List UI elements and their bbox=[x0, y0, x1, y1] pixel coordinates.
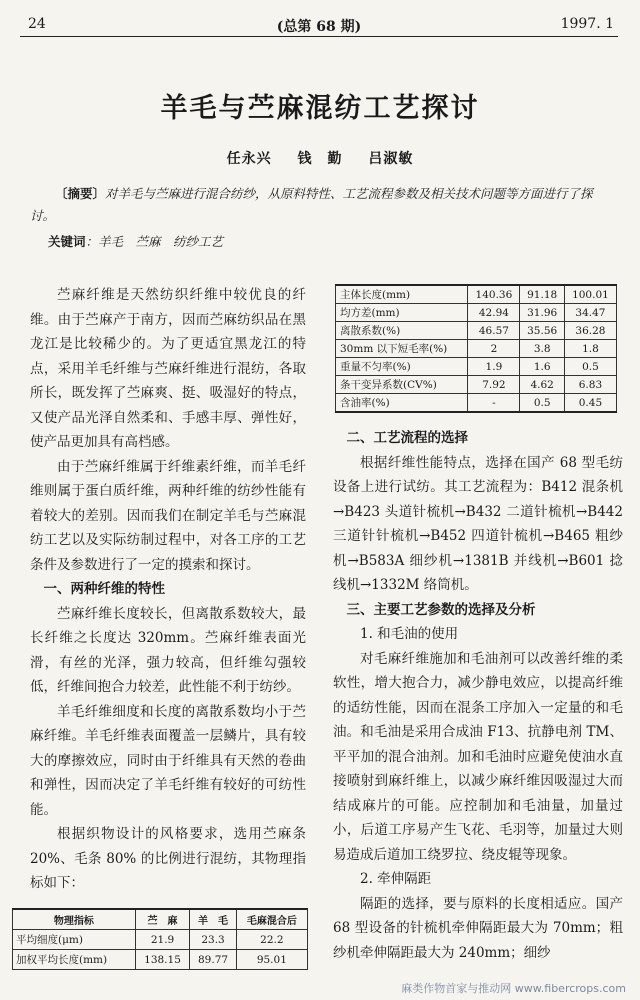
paragraph: 苎麻纤维长度较长，但离散系数较大，最长纤维之长度达 320mm。苎麻纤维表面光滑，有丝的光泽，强力较高，但纤维勾强较低，纤维间抱合力较差，此性能不利于纺纱。 bbox=[30, 605, 306, 695]
table-cell: 含油率(%) bbox=[336, 394, 468, 413]
paper-title: 羊毛与苎麻混纺工艺探讨 bbox=[160, 93, 480, 124]
table-cell: 22.2 bbox=[236, 930, 307, 950]
table-cell: 46.57 bbox=[468, 322, 520, 340]
table-cell: 0.5 bbox=[520, 394, 564, 413]
table-cell: 95.01 bbox=[236, 950, 307, 970]
table-cell: 重量不匀率(%) bbox=[336, 358, 468, 376]
watermark: 麻类作物首家与推动网 www.fibercrops.com bbox=[401, 982, 626, 995]
paragraph: 对毛麻纤维施加和毛油剂可以改善纤维的柔软性，增大抱合力，减少静电效应，以提高纤维的适纺性能，因而在混条工序加入一定量的和毛油。和毛油是采用合成油 F13、抗静电剂 TM、平平加的混合油剂。加和毛油时应避免使油水直接喷射到麻纤维上，以减少麻纤维因吸湿过大而结成麻片的可能。应控制加和毛油量，加量过小，后道工序易产生飞花、毛羽等，加量过大则易造成后道加工绕罗拉、绕皮辊等现象。 bbox=[333, 650, 623, 863]
left-column bbox=[30, 283, 306, 896]
table-cell: 100.01 bbox=[564, 285, 616, 304]
abstract bbox=[30, 183, 610, 227]
paragraph: 根据纤维性能特点，选择在国产 68 型毛纺设备上进行试纺。其工艺流程为：B412 混条机→B423 头道针梳机→B432 二道针梳机→B442 三道针针梳机→B452 四道针梳机→B465 粗纱机→B583A 细纱机→1381B 并线机→B601 捻线机→1332M 络筒机。 bbox=[333, 454, 623, 593]
page-number: 24 bbox=[28, 16, 46, 32]
table-row bbox=[336, 358, 617, 376]
table-cell: 3.8 bbox=[520, 340, 564, 358]
table-cell: 36.28 bbox=[564, 322, 616, 340]
table-header-row bbox=[13, 909, 308, 930]
running-header bbox=[20, 14, 618, 37]
keywords-text: ：羊毛 苎麻 纺纱工艺 bbox=[85, 234, 224, 249]
fiber-properties-table-continued bbox=[335, 284, 617, 413]
table-cell: 4.62 bbox=[520, 376, 564, 394]
subsection-heading: 1. 和毛油的使用 bbox=[360, 626, 459, 642]
section-heading: 二、工艺流程的选择 bbox=[346, 430, 468, 446]
table-cell: 34.47 bbox=[564, 304, 616, 322]
author-list bbox=[0, 148, 640, 168]
table-cell: 42.94 bbox=[468, 304, 520, 322]
paragraph: 羊毛纤维细度和长度的离散系数均小于苎麻纤维。羊毛纤维表面覆盖一层鳞片，具有较大的摩擦效应，同时由于纤维具有天然的卷曲和弹性，因而决定了羊毛纤维有较好的可纺性能。 bbox=[30, 703, 306, 818]
table-cell: 6.83 bbox=[564, 376, 616, 394]
table-cell: 23.3 bbox=[190, 930, 236, 950]
paragraph: 隔距的选择，要与原料的长度相适应。国产 68 型设备的针梳机牵伸隔距最大为 70mm；粗纱机牵伸隔距最大为 240mm；细纱 bbox=[333, 895, 623, 961]
issue-date: 1997. 1 bbox=[560, 16, 614, 32]
paragraph: 由于苎麻纤维属于纤维素纤维，而羊毛纤维则属于蛋白质纤维，两种纤维的纺纱性能有着较大的差别。因而我们在制定羊毛与苎麻混纺工艺以及实际纺制过程中，对各工序的工艺条件及参数进行了一定的摸索和探讨。 bbox=[30, 458, 306, 573]
table-cell: 140.36 bbox=[468, 285, 520, 304]
table-cell: 离散系数(%) bbox=[336, 322, 468, 340]
table-cell: 条干变异系数(CV%) bbox=[336, 376, 468, 394]
table-cell: 21.9 bbox=[135, 930, 190, 950]
abstract-label: 〔摘要〕 bbox=[55, 186, 106, 201]
table-header-cell: 苎 麻 bbox=[135, 909, 190, 930]
keywords-label: 关键词 bbox=[48, 234, 86, 249]
table-header-cell: 羊 毛 bbox=[190, 909, 236, 930]
table-cell: 0.5 bbox=[564, 358, 616, 376]
table-cell: 加权平均长度(mm) bbox=[13, 950, 136, 970]
table-cell: 主体长度(mm) bbox=[336, 285, 468, 304]
table-row bbox=[336, 304, 617, 322]
table-row bbox=[336, 340, 617, 358]
table-cell: 平均细度(μm) bbox=[13, 930, 136, 950]
section-heading: 一、两种纤维的特性 bbox=[43, 581, 165, 597]
table-cell: 35.56 bbox=[520, 322, 564, 340]
table-row bbox=[336, 376, 617, 394]
table-cell: 7.92 bbox=[468, 376, 520, 394]
table-cell: 89.77 bbox=[190, 950, 236, 970]
issue-number: (总第 68 期) bbox=[276, 19, 362, 35]
table-cell: 1.9 bbox=[468, 358, 520, 376]
table-row bbox=[13, 930, 308, 950]
right-column bbox=[333, 426, 623, 965]
keywords bbox=[48, 232, 223, 250]
table-row bbox=[336, 394, 617, 413]
table-header-cell: 物理指标 bbox=[13, 909, 136, 930]
table-cell: - bbox=[468, 394, 520, 413]
author: 钱 勤 bbox=[297, 151, 343, 167]
table-cell: 31.96 bbox=[520, 304, 564, 322]
table-cell: 91.18 bbox=[520, 285, 564, 304]
paragraph: 根据织物设计的风格要求，选用苎麻条 20%、毛条 80% 的比例进行混纺，其物理指标如下： bbox=[30, 826, 306, 891]
table-row bbox=[336, 322, 617, 340]
table-cell: 30mm 以下短毛率(%) bbox=[336, 340, 468, 358]
table-cell: 2 bbox=[468, 340, 520, 358]
table-cell: 1.8 bbox=[564, 340, 616, 358]
table-cell: 138.15 bbox=[135, 950, 190, 970]
table-header-cell: 毛麻混合后 bbox=[236, 909, 307, 930]
paragraph: 苎麻纤维是天然纺织纤维中较优良的纤维。由于苎麻产于南方，因而苎麻纺织品在黑龙江是比较稀少的。为了更适宜黑龙江的特点，采用羊毛纤维与苎麻纤维进行混纺，各取所长，既发挥了苎麻爽、挺、吸湿好的特点，又使产品光泽自然柔和、手感丰厚、弹性好，使产品更加具有高档感。 bbox=[30, 287, 306, 450]
author: 任永兴 bbox=[226, 151, 272, 167]
abstract-text: 对羊毛与苎麻进行混合纺纱，从原料特性、工艺流程参数及相关技术问题等方面进行了探讨。 bbox=[30, 186, 593, 223]
table-cell: 0.45 bbox=[564, 394, 616, 413]
fiber-properties-table bbox=[12, 908, 308, 970]
author: 吕淑敏 bbox=[368, 151, 414, 167]
subsection-heading: 2. 牵伸隔距 bbox=[360, 871, 432, 887]
table-row bbox=[336, 285, 617, 304]
table-cell: 1.6 bbox=[520, 358, 564, 376]
section-heading: 三、主要工艺参数的选择及分析 bbox=[346, 601, 536, 618]
table-row bbox=[13, 950, 308, 970]
table-cell: 均方差(mm) bbox=[336, 304, 468, 322]
